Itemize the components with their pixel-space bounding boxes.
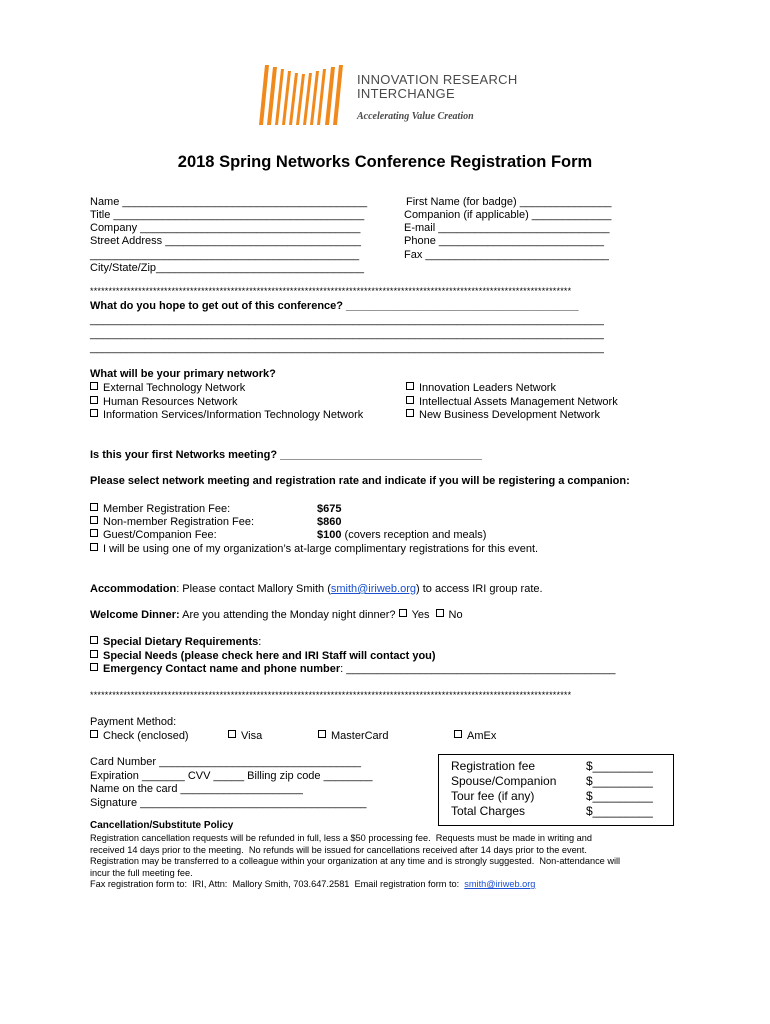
separator: ********************************************************************************************************************************** <box>90 286 572 296</box>
accommodation-label: Accommodation <box>90 583 177 595</box>
cancellation-title: Cancellation/Substitute Policy <box>90 820 234 831</box>
fax-line-text: Fax registration form to: IRI, Attn: Mallory Smith, 703.647.2581 Email registration form to: <box>90 879 465 889</box>
email-field[interactable]: E-mail ____________________________ <box>404 222 610 234</box>
payment-option-amex[interactable] <box>454 730 496 743</box>
network-option-human-resources[interactable] <box>90 396 238 409</box>
complimentary-option[interactable] <box>90 543 538 556</box>
fee-value[interactable]: $_________ <box>586 759 653 773</box>
checkbox-icon[interactable] <box>90 730 98 738</box>
network-option-label: New Business Development Network <box>419 409 600 421</box>
network-option-label: Intellectual Assets Management Network <box>419 396 618 408</box>
payment-option-label: AmEx <box>467 730 497 742</box>
dietary-label: Special Dietary Requirements <box>103 636 259 648</box>
welcome-dinner-line <box>90 609 463 622</box>
network-option-external-technology[interactable] <box>90 382 245 395</box>
network-option-new-business[interactable] <box>406 409 600 422</box>
accommodation-line <box>90 583 543 596</box>
logo-text <box>357 73 518 101</box>
checkbox-icon[interactable] <box>406 409 414 417</box>
rate-amount: $100 <box>317 529 342 541</box>
fee-label: Spouse/Companion <box>451 774 557 788</box>
page-title: 2018 Spring Networks Conference Registration Form <box>177 153 593 171</box>
rate-note: (covers reception and meals) <box>341 529 487 541</box>
badge-first-name-field[interactable]: First Name (for badge) _______________ <box>406 196 612 208</box>
separator-2: ********************************************************************************************************************************** <box>90 690 572 700</box>
no-label: No <box>448 609 463 621</box>
fee-row <box>451 759 653 774</box>
fee-row <box>451 774 653 789</box>
fee-label: Registration fee <box>451 759 536 773</box>
rate-amount-non-member: $860 <box>317 516 342 528</box>
special-needs-label: Special Needs (please check here and IRI Staff will contact you) <box>103 650 436 662</box>
complimentary-label: I will be using one of my organization’s at-large complimentary registrations for this event. <box>103 543 539 555</box>
fee-value[interactable]: $_________ <box>586 804 653 818</box>
payment-option-check[interactable] <box>90 730 189 743</box>
cancellation-line-2: received 14 days prior to the meeting. No refunds will be issued for cancellations received after 14 days prior to the event. <box>90 844 587 855</box>
network-option-label: Information Services/Information Technology Network <box>103 409 364 421</box>
fee-row <box>451 804 653 819</box>
rate-instruction: Please select network meeting and registration rate and indicate if you will be registering a companion: <box>90 475 630 487</box>
checkbox-icon[interactable] <box>406 382 414 390</box>
cancellation-line-1: Registration cancellation requests will be refunded in full, less a $50 processing fee. Requests must be made in writing and <box>90 833 593 843</box>
name-on-card-field[interactable]: Name on the card ____________________ <box>90 783 303 795</box>
network-option-label: Innovation Leaders Network <box>419 382 556 394</box>
dietary-option[interactable]: Special Dietary Requirements: <box>90 636 261 649</box>
rate-option-guest[interactable] <box>90 529 217 542</box>
checkbox-icon[interactable] <box>90 382 98 390</box>
rate-amount-guest <box>317 529 486 542</box>
card-number-field[interactable]: Card Number _________________________________ <box>90 756 361 768</box>
logo-line-2: INTERCHANGE <box>357 86 455 101</box>
payment-method-label: Payment Method: <box>90 716 177 728</box>
checkbox-icon[interactable] <box>90 503 98 511</box>
company-field[interactable]: Company ____________________________________ <box>90 222 361 234</box>
rate-option-non-member[interactable] <box>90 516 254 529</box>
payment-option-mastercard[interactable] <box>318 730 388 743</box>
hope-line-1[interactable]: ____________________________________________________________________________________ <box>90 314 604 326</box>
rate-amount-member: $675 <box>317 503 342 515</box>
fee-label: Tour fee (if any) <box>451 789 535 803</box>
emergency-contact-option[interactable] <box>90 663 615 676</box>
checkbox-icon[interactable] <box>90 529 98 537</box>
street-address-line-2[interactable]: ____________________________________________ <box>90 249 360 261</box>
welcome-dinner-label: Welcome Dinner: <box>90 609 180 621</box>
network-option-intellectual-assets[interactable] <box>406 396 618 409</box>
fee-summary-box <box>438 754 674 826</box>
companion-field[interactable]: Companion (if applicable) _____________ <box>404 209 612 221</box>
network-option-label: Human Resources Network <box>103 396 238 408</box>
logo-tagline: Accelerating Value Creation <box>357 111 474 122</box>
payment-option-visa[interactable] <box>228 730 262 743</box>
network-option-innovation-leaders[interactable] <box>406 382 556 395</box>
fax-line <box>90 879 620 891</box>
iri-logo-icon <box>255 65 347 125</box>
hope-line-3[interactable]: ____________________________________________________________________________________ <box>90 342 604 354</box>
checkbox-icon[interactable] <box>90 516 98 524</box>
signature-field[interactable]: Signature _____________________________________ <box>90 797 367 809</box>
checkbox-icon[interactable] <box>406 396 414 404</box>
checkbox-icon[interactable] <box>90 396 98 404</box>
street-address-field[interactable]: Street Address ________________________________ <box>90 235 361 247</box>
accommodation-text-end: ) to access IRI group rate. <box>416 583 543 595</box>
fax-field[interactable]: Fax ______________________________ <box>404 249 609 261</box>
primary-network-question: What will be your primary network? <box>90 368 276 380</box>
cancellation-text <box>90 833 620 891</box>
accommodation-text: : Please contact Mallory Smith ( <box>176 583 331 595</box>
checkbox-icon[interactable] <box>90 409 98 417</box>
cancellation-line-3: Registration may be transferred to a colleague within your organization at any time and is strongly suggested. Non-attendance will <box>90 856 621 866</box>
title-field[interactable]: Title _________________________________________ <box>90 209 365 221</box>
rate-label: Guest/Companion Fee: <box>103 529 217 541</box>
emergency-label: Emergency Contact name and phone number <box>103 663 341 675</box>
payment-option-label: Visa <box>241 730 263 742</box>
registration-email-link[interactable]: smith@iriweb.org <box>464 879 536 889</box>
no-checkbox-icon[interactable] <box>436 609 444 617</box>
checkbox-icon[interactable] <box>228 730 236 738</box>
checkbox-icon[interactable] <box>90 650 98 658</box>
payment-option-label: MasterCard <box>331 730 389 742</box>
yes-label: Yes <box>411 609 430 621</box>
city-state-zip-field[interactable]: City/State/Zip__________________________________ <box>90 262 365 274</box>
checkbox-icon[interactable] <box>90 543 98 551</box>
checkbox-icon[interactable] <box>90 663 98 671</box>
phone-field[interactable]: Phone ___________________________ <box>404 235 605 247</box>
network-option-information-services[interactable] <box>90 409 363 422</box>
emergency-line[interactable]: : ____________________________________________ <box>340 663 616 675</box>
expiration-cvv-zip-field[interactable]: Expiration _______ CVV _____ Billing zip code ________ <box>90 770 373 782</box>
cancellation-line-4: incur the full meeting fee. <box>90 867 193 878</box>
payment-option-label: Check (enclosed) <box>103 730 189 742</box>
fee-row <box>451 789 653 804</box>
checkbox-icon[interactable] <box>90 636 98 644</box>
accommodation-email-link[interactable]: smith@iriweb.org <box>330 583 416 595</box>
fee-label: Total Charges <box>451 804 526 818</box>
rate-option-member[interactable] <box>90 503 230 516</box>
welcome-dinner-question: Are you attending the Monday night dinner? <box>179 609 399 621</box>
first-meeting-question[interactable]: Is this your first Networks meeting? _________________________________ <box>90 449 482 461</box>
rate-label: Non-member Registration Fee: <box>103 516 255 528</box>
checkbox-icon[interactable] <box>454 730 462 738</box>
checkbox-icon[interactable] <box>318 730 326 738</box>
special-needs-option[interactable] <box>90 650 436 663</box>
fee-value[interactable]: $_________ <box>586 774 653 788</box>
yes-checkbox-icon[interactable] <box>399 609 407 617</box>
name-field[interactable]: Name ________________________________________ <box>90 196 368 208</box>
network-option-label: External Technology Network <box>103 382 246 394</box>
rate-label: Member Registration Fee: <box>103 503 231 515</box>
fee-value[interactable]: $_________ <box>586 789 653 803</box>
hope-line-2[interactable]: ____________________________________________________________________________________ <box>90 328 604 340</box>
logo-line-1: INNOVATION RESEARCH <box>357 72 518 87</box>
hope-question[interactable]: What do you hope to get out of this conference? ______________________________________ <box>90 300 579 312</box>
